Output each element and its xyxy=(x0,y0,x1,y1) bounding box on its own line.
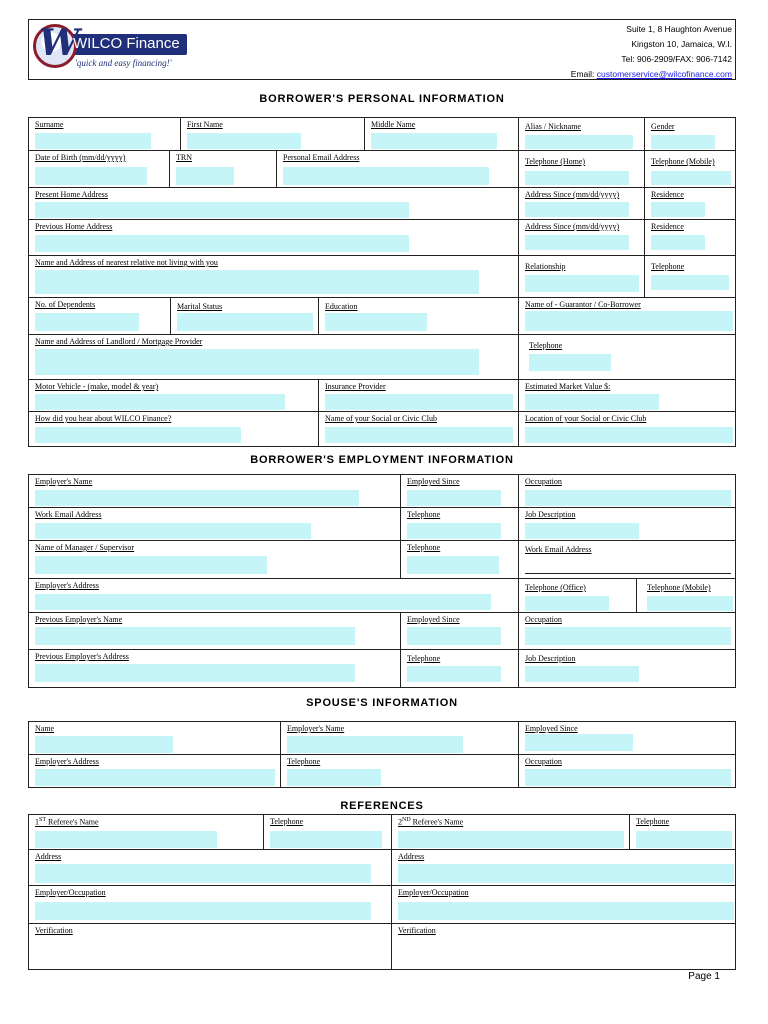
first-name-label: First Name xyxy=(187,120,223,129)
heard-about-label: How did you hear about WILCO Finance? xyxy=(35,414,172,423)
cell-prev-telephone xyxy=(401,650,519,688)
prev-job-description-label: Job Description xyxy=(525,654,576,663)
previous-address-label: Previous Home Address xyxy=(35,222,113,231)
club-name-label: Name of your Social or Civic Club xyxy=(325,414,437,423)
spouse-occupation-label: Occupation xyxy=(525,757,562,766)
prev-employer-name-label: Previous Employer's Name xyxy=(35,615,123,624)
cell-tel-mobile xyxy=(645,151,736,188)
tel-mobile-emp-label: Telephone (Mobile) xyxy=(647,583,711,592)
section-employment-title: BORROWER'S EMPLOYMENT INFORMATION xyxy=(250,454,514,466)
dependents-field[interactable] xyxy=(35,313,139,331)
cell-ref2-verification[interactable] xyxy=(392,924,736,970)
tel-mobile-field[interactable] xyxy=(651,171,731,185)
employed-since-field[interactable] xyxy=(407,490,501,506)
telephone-1-label: Telephone xyxy=(407,510,441,519)
spouse-employer-address-field[interactable] xyxy=(35,769,275,786)
landlord-telephone-label: Telephone xyxy=(529,341,563,350)
market-value-field[interactable] xyxy=(525,394,659,410)
logo-name: WILCO Finance xyxy=(73,35,180,52)
cell-occupation xyxy=(519,475,736,508)
cell-prev-job-description xyxy=(519,650,736,688)
work-email-field[interactable] xyxy=(35,523,311,539)
work-email-label: Work Email Address xyxy=(35,510,102,519)
cell-tel-office xyxy=(519,579,637,613)
telephone-2-field[interactable] xyxy=(407,556,499,574)
ref1-address-label: Address xyxy=(35,852,62,861)
cell-marital-status xyxy=(171,298,319,335)
references-table xyxy=(28,814,736,970)
ref2-employer-field[interactable] xyxy=(398,902,734,920)
email-line xyxy=(571,67,732,82)
ref1-verification-label: Verification xyxy=(35,926,73,935)
landlord-telephone-field[interactable] xyxy=(529,354,611,371)
landlord-field[interactable] xyxy=(35,349,479,375)
prev-employed-since-field[interactable] xyxy=(407,627,501,645)
ref1-telephone-label: Telephone xyxy=(270,817,304,826)
cell-landlord xyxy=(29,335,519,380)
ref1-telephone-field[interactable] xyxy=(270,831,382,848)
spouse-occupation-field[interactable] xyxy=(525,769,731,786)
trn-field[interactable] xyxy=(176,167,234,185)
cell-employer-name xyxy=(29,475,401,508)
job-description-field[interactable] xyxy=(525,523,639,539)
employment-info-table xyxy=(28,474,736,688)
occupation-field[interactable] xyxy=(525,490,731,506)
cell-landlord-telephone xyxy=(519,335,736,380)
personal-email-field[interactable] xyxy=(283,167,489,185)
email-label: Email: xyxy=(570,69,597,79)
address-since-1-field[interactable] xyxy=(525,202,629,217)
prev-telephone-label: Telephone xyxy=(407,654,441,663)
cell-first-name xyxy=(181,118,365,151)
relative-telephone-label: Telephone xyxy=(651,262,685,271)
section-spouse-title: SPOUSE'S INFORMATION xyxy=(306,697,458,709)
cell-address-since-1 xyxy=(519,188,645,220)
spouse-telephone-label: Telephone xyxy=(287,757,321,766)
ref1-name-label xyxy=(35,817,99,827)
cell-personal-email xyxy=(277,151,519,188)
contact-block xyxy=(571,22,732,82)
residence-1-field[interactable] xyxy=(651,202,705,217)
cell-relationship xyxy=(519,256,645,298)
ref2-superscript: ND xyxy=(402,817,411,823)
nearest-relative-field[interactable] xyxy=(35,270,479,294)
marital-status-field[interactable] xyxy=(177,313,313,331)
trn-label: TRN xyxy=(176,153,192,162)
cell-nearest-relative xyxy=(29,256,519,298)
employer-address-field[interactable] xyxy=(35,594,491,610)
cell-dob xyxy=(29,151,170,188)
wilco-logo xyxy=(33,24,189,70)
cell-club-location xyxy=(519,412,736,447)
cell-ref2-employer xyxy=(392,886,736,924)
tel-mobile-label: Telephone (Mobile) xyxy=(651,157,715,166)
telephone-1-field[interactable] xyxy=(407,523,501,539)
ref2-prefix: 2 xyxy=(398,817,402,827)
prev-employer-address-field[interactable] xyxy=(35,664,355,682)
logo-w-mark: W xyxy=(39,22,80,64)
cell-motor-vehicle xyxy=(29,380,319,412)
ref2-telephone-label: Telephone xyxy=(636,817,670,826)
motor-vehicle-field[interactable] xyxy=(35,394,285,410)
relationship-label: Relationship xyxy=(525,262,566,271)
prev-employer-name-field[interactable] xyxy=(35,627,355,645)
spouse-employer-name-field[interactable] xyxy=(287,736,463,753)
letterhead xyxy=(28,19,736,80)
insurance-field[interactable] xyxy=(325,394,513,410)
email-link[interactable]: customerservice@wilcofinance.com xyxy=(596,69,732,79)
cell-education xyxy=(319,298,519,335)
employed-since-label: Employed Since xyxy=(407,477,460,486)
ref1-prefix: 1 xyxy=(35,817,39,827)
cell-alias xyxy=(519,118,645,151)
cell-tel-home xyxy=(519,151,645,188)
phone-fax: Tel: 906-2909/FAX: 906-7142 xyxy=(621,54,732,64)
cell-telephone-2 xyxy=(401,541,519,579)
spouse-name-field[interactable] xyxy=(35,736,173,753)
surname-label: Surname xyxy=(35,120,64,129)
spouse-employer-address-label: Employer's Address xyxy=(35,757,99,766)
cell-job-description xyxy=(519,508,736,541)
marital-status-label: Marital Status xyxy=(177,302,223,311)
surname-field[interactable] xyxy=(35,133,151,149)
spouse-info-table xyxy=(28,721,736,788)
prev-occupation-label: Occupation xyxy=(525,615,562,624)
cell-spouse-occupation xyxy=(519,755,736,788)
ref2-address-field[interactable] xyxy=(398,864,734,883)
cell-ref1-name xyxy=(29,815,264,850)
club-location-label: Location of your Social or Civic Club xyxy=(525,414,647,423)
prev-occupation-field[interactable] xyxy=(525,627,731,645)
cell-ref2-address xyxy=(392,850,736,886)
manager-label: Name of Manager / Supervisor xyxy=(35,543,135,552)
prev-employed-since-label: Employed Since xyxy=(407,615,460,624)
cell-previous-address xyxy=(29,220,519,256)
section-references-title: REFERENCES xyxy=(340,800,424,812)
ref1-employer-field[interactable] xyxy=(35,902,371,920)
cell-present-address xyxy=(29,188,519,220)
cell-work-email-2 xyxy=(519,541,736,579)
first-name-field[interactable] xyxy=(187,133,301,149)
cell-employed-since xyxy=(401,475,519,508)
heard-about-field[interactable] xyxy=(35,427,241,443)
cell-residence-2 xyxy=(645,220,736,256)
ref2-telephone-field[interactable] xyxy=(636,831,732,848)
manager-field[interactable] xyxy=(35,556,267,574)
prev-job-description-field[interactable] xyxy=(525,666,639,682)
prev-employer-address-label: Previous Employer's Address xyxy=(35,652,129,661)
middle-name-field[interactable] xyxy=(371,133,497,149)
ref2-employer-label: Employer/Occupation xyxy=(398,888,469,897)
education-label: Education xyxy=(325,302,358,311)
cell-club-name xyxy=(319,412,519,447)
cell-insurance xyxy=(319,380,519,412)
address-since-2-label: Address Since (mm/dd/yyyy) xyxy=(525,222,620,231)
address-since-2-field[interactable] xyxy=(525,235,629,250)
cell-relative-telephone xyxy=(645,256,736,298)
motor-vehicle-label: Motor Vehicle - (make, model & year) xyxy=(35,382,159,391)
page-number: Page 1 xyxy=(688,971,720,982)
relative-telephone-field[interactable] xyxy=(651,275,729,290)
nearest-relative-label: Name and Address of nearest relative not living with you xyxy=(35,258,218,267)
tel-mobile-emp-field[interactable] xyxy=(647,596,733,611)
personal-email-label: Personal Email Address xyxy=(283,153,360,162)
market-value-label: Estimated Market Value $: xyxy=(525,382,611,391)
ref2-name-field[interactable] xyxy=(398,831,624,848)
personal-info-table xyxy=(28,117,736,447)
landlord-label: Name and Address of Landlord / Mortgage Provider xyxy=(35,337,203,346)
cell-heard-about xyxy=(29,412,319,447)
ref1-employer-label: Employer/Occupation xyxy=(35,888,106,897)
prev-telephone-field[interactable] xyxy=(407,666,501,682)
ref1-address-field[interactable] xyxy=(35,864,371,883)
present-address-label: Present Home Address xyxy=(35,190,108,199)
cell-spouse-name xyxy=(29,722,281,755)
cell-ref1-address xyxy=(29,850,392,886)
employer-name-field[interactable] xyxy=(35,490,359,506)
spouse-employed-since-field[interactable] xyxy=(525,734,633,751)
cell-spouse-employer-address xyxy=(29,755,281,788)
tel-office-field[interactable] xyxy=(525,596,609,611)
ref1-name-field[interactable] xyxy=(35,831,217,848)
ref2-name-label xyxy=(398,817,463,827)
insurance-label: Insurance Provider xyxy=(325,382,386,391)
employer-address-label: Employer's Address xyxy=(35,581,99,590)
section-personal-title: BORROWER'S PERSONAL INFORMATION xyxy=(259,93,505,105)
logo-tagline: 'quick and easy financing!' xyxy=(75,58,172,68)
alias-label: Alias / Nickname xyxy=(525,122,581,131)
cell-spouse-employer-name xyxy=(281,722,519,755)
spouse-telephone-field[interactable] xyxy=(287,769,381,786)
address-since-1-label: Address Since (mm/dd/yyyy) xyxy=(525,190,620,199)
cell-residence-1 xyxy=(645,188,736,220)
cell-spouse-telephone xyxy=(281,755,519,788)
cell-prev-employer-address xyxy=(29,650,401,688)
residence-1-label: Residence xyxy=(651,190,684,199)
gender-label: Gender xyxy=(651,122,675,131)
ref2-address-label: Address xyxy=(398,852,425,861)
previous-address-field[interactable] xyxy=(35,235,409,252)
guarantor-label: Name of - Guarantor / Co-Borrower xyxy=(525,300,641,309)
ref2-verification-label: Verification xyxy=(398,926,436,935)
cell-ref2-telephone xyxy=(630,815,736,850)
cell-prev-occupation xyxy=(519,613,736,650)
cell-spouse-employed-since xyxy=(519,722,736,755)
club-location-field[interactable] xyxy=(525,427,733,443)
education-field[interactable] xyxy=(325,313,427,331)
work-email-2-line-field[interactable] xyxy=(525,573,731,574)
ref1-name-text: Referee's Name xyxy=(46,817,99,827)
cell-prev-employer-name xyxy=(29,613,401,650)
cell-middle-name xyxy=(365,118,519,151)
spouse-employer-name-label: Employer's Name xyxy=(287,724,345,733)
cell-work-email xyxy=(29,508,401,541)
cell-trn xyxy=(170,151,277,188)
tel-home-field[interactable] xyxy=(525,171,629,185)
cell-telephone-1 xyxy=(401,508,519,541)
present-address-field[interactable] xyxy=(35,202,409,218)
cell-guarantor xyxy=(519,298,736,335)
tel-office-label: Telephone (Office) xyxy=(525,583,586,592)
relationship-field[interactable] xyxy=(525,275,639,292)
residence-2-field[interactable] xyxy=(651,235,705,250)
cell-gender xyxy=(645,118,736,151)
guarantor-field[interactable] xyxy=(525,311,733,331)
middle-name-label: Middle Name xyxy=(371,120,416,129)
dob-field[interactable] xyxy=(35,167,147,185)
cell-employer-address xyxy=(29,579,519,613)
dob-label: Date of Birth (mm/dd/yyyy) xyxy=(35,153,126,162)
cell-prev-employed-since xyxy=(401,613,519,650)
cell-surname xyxy=(29,118,181,151)
ref1-superscript: ST xyxy=(39,817,47,823)
employer-name-label: Employer's Name xyxy=(35,477,93,486)
cell-ref1-telephone xyxy=(264,815,392,850)
spouse-employed-since-label: Employed Since xyxy=(525,724,578,733)
alias-field[interactable] xyxy=(525,135,633,149)
spouse-name-label: Name xyxy=(35,724,55,733)
residence-2-label: Residence xyxy=(651,222,684,231)
cell-ref1-verification[interactable] xyxy=(29,924,392,970)
gender-field[interactable] xyxy=(651,135,715,149)
cell-manager xyxy=(29,541,401,579)
dependents-label: No. of Dependents xyxy=(35,300,96,309)
cell-dependents xyxy=(29,298,171,335)
cell-address-since-2 xyxy=(519,220,645,256)
cell-ref1-employer xyxy=(29,886,392,924)
ref2-name-text: Referee's Name xyxy=(410,817,464,827)
club-name-field[interactable] xyxy=(325,427,513,443)
cell-tel-mobile-emp xyxy=(637,579,736,613)
address-line-1: Suite 1, 8 Haughton Avenue xyxy=(626,24,732,34)
job-description-label: Job Description xyxy=(525,510,576,519)
telephone-2-label: Telephone xyxy=(407,543,441,552)
work-email-2-label: Work Email Address xyxy=(525,545,592,554)
address-line-2: Kingston 10, Jamaica, W.I. xyxy=(631,39,732,49)
cell-market-value xyxy=(519,380,736,412)
cell-ref2-name xyxy=(392,815,630,850)
occupation-label: Occupation xyxy=(525,477,562,486)
tel-home-label: Telephone (Home) xyxy=(525,157,586,166)
